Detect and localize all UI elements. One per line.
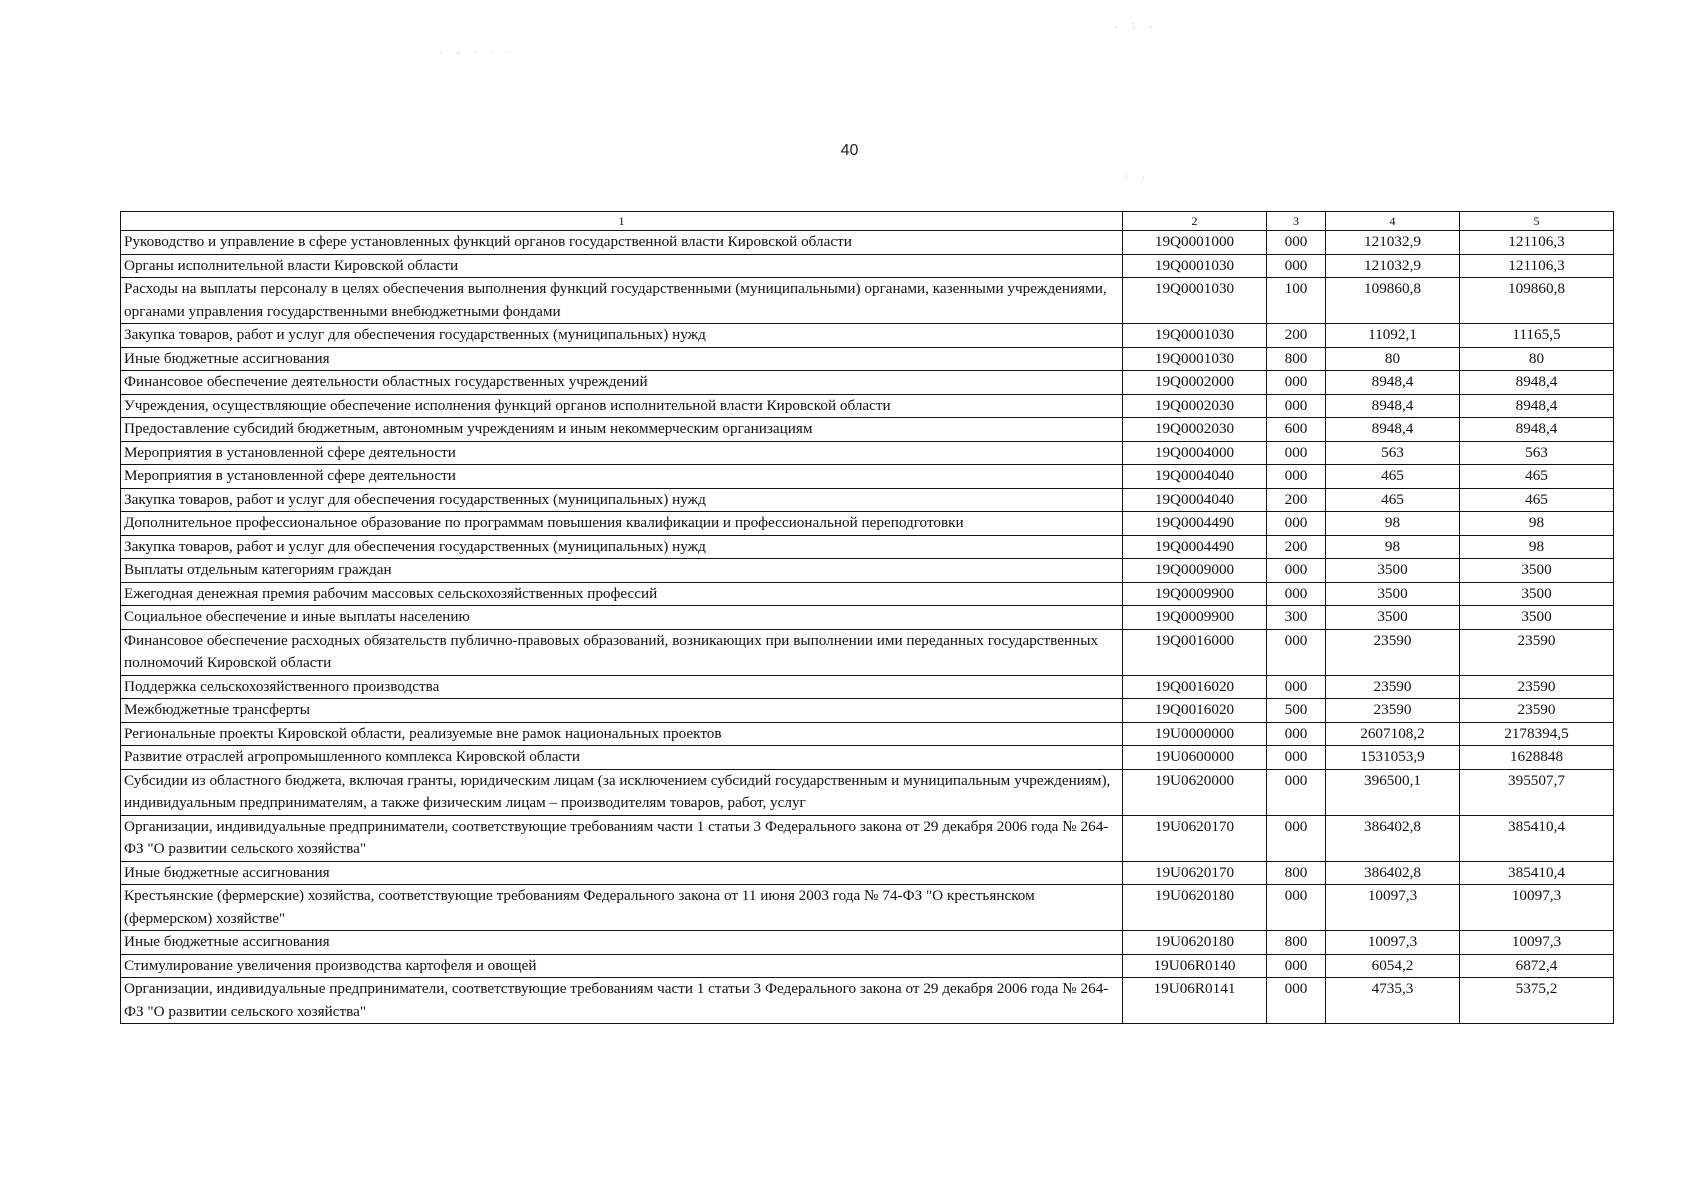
row-name-cell: Организации, индивидуальные предприниматели, соответствующие требованиям части 1 статьи 3 Федерального закона от 29 декабря 2006 года № 264-ФЗ "О развитии сельского хозяйства" xyxy=(121,815,1123,861)
expense-type-code-cell: 000 xyxy=(1267,746,1326,770)
budget-table xyxy=(120,211,1614,1024)
amount-column-5-cell: 385410,4 xyxy=(1460,815,1614,861)
row-name-cell: Закупка товаров, работ и услуг для обеспечения государственных (муниципальных) нужд xyxy=(121,324,1123,348)
expense-type-code-cell: 000 xyxy=(1267,629,1326,675)
table-row xyxy=(121,254,1614,278)
amount-column-4-cell: 8948,4 xyxy=(1326,394,1460,418)
table-row xyxy=(121,278,1614,324)
expense-type-code-cell: 000 xyxy=(1267,815,1326,861)
table-row xyxy=(121,441,1614,465)
expense-type-code-cell: 800 xyxy=(1267,347,1326,371)
expense-type-code-cell: 800 xyxy=(1267,861,1326,885)
amount-column-5-cell: 5375,2 xyxy=(1460,978,1614,1024)
row-name-cell: Руководство и управление в сфере установленных функций органов государственной власти Кировской области xyxy=(121,231,1123,255)
row-name-cell: Выплаты отдельным категориям граждан xyxy=(121,559,1123,583)
expense-type-code-cell: 000 xyxy=(1267,559,1326,583)
table-row xyxy=(121,978,1614,1024)
amount-column-5-cell: 98 xyxy=(1460,512,1614,536)
header-row xyxy=(121,212,1614,231)
amount-column-4-cell: 4735,3 xyxy=(1326,978,1460,1024)
amount-column-5-cell: 80 xyxy=(1460,347,1614,371)
amount-column-4-cell: 80 xyxy=(1326,347,1460,371)
table-row xyxy=(121,815,1614,861)
amount-column-4-cell: 386402,8 xyxy=(1326,861,1460,885)
expense-type-code-cell: 300 xyxy=(1267,606,1326,630)
expense-type-code-cell: 800 xyxy=(1267,931,1326,955)
target-article-code-cell: 19Q0016020 xyxy=(1123,675,1267,699)
expense-type-code-cell: 000 xyxy=(1267,231,1326,255)
row-name-cell: Предоставление субсидий бюджетным, автономным учреждениям и иным некоммерческим организациям xyxy=(121,418,1123,442)
table-row xyxy=(121,324,1614,348)
amount-column-4-cell: 121032,9 xyxy=(1326,231,1460,255)
table-row xyxy=(121,488,1614,512)
table-row xyxy=(121,629,1614,675)
row-name-cell: Межбюджетные трансферты xyxy=(121,699,1123,723)
target-article-code-cell: 19Q0002030 xyxy=(1123,418,1267,442)
table-row xyxy=(121,931,1614,955)
amount-column-5-cell: 3500 xyxy=(1460,606,1614,630)
row-name-cell: Мероприятия в установленной сфере деятельности xyxy=(121,441,1123,465)
amount-column-5-cell: 109860,8 xyxy=(1460,278,1614,324)
expense-type-code-cell: 000 xyxy=(1267,675,1326,699)
expense-type-code-cell: 000 xyxy=(1267,371,1326,395)
target-article-code-cell: 19U0620180 xyxy=(1123,885,1267,931)
amount-column-5-cell: 121106,3 xyxy=(1460,231,1614,255)
page-number: 40 xyxy=(840,142,859,159)
row-name-cell: Финансовое обеспечение расходных обязательств публично-правовых образований, возникающих при выполнении ими переданных государственных полномочий Кировской области xyxy=(121,629,1123,675)
column-header-1: 1 xyxy=(121,212,1123,231)
amount-column-4-cell: 98 xyxy=(1326,512,1460,536)
table-row xyxy=(121,769,1614,815)
target-article-code-cell: 19Q0009900 xyxy=(1123,606,1267,630)
amount-column-5-cell: 465 xyxy=(1460,488,1614,512)
amount-column-5-cell: 8948,4 xyxy=(1460,418,1614,442)
row-name-cell: Региональные проекты Кировской области, реализуемые вне рамок национальных проектов xyxy=(121,722,1123,746)
expense-type-code-cell: 000 xyxy=(1267,885,1326,931)
expense-type-code-cell: 100 xyxy=(1267,278,1326,324)
row-name-cell: Организации, индивидуальные предприниматели, соответствующие требованиям части 1 статьи 3 Федерального закона от 29 декабря 2006 года № 264-ФЗ "О развитии сельского хозяйства" xyxy=(121,978,1123,1024)
row-name-cell: Поддержка сельскохозяйственного производства xyxy=(121,675,1123,699)
target-article-code-cell: 19U06R0141 xyxy=(1123,978,1267,1024)
target-article-code-cell: 19U0000000 xyxy=(1123,722,1267,746)
row-name-cell: Развитие отраслей агропромышленного комплекса Кировской области xyxy=(121,746,1123,770)
row-name-cell: Мероприятия в установленной сфере деятельности xyxy=(121,465,1123,489)
amount-column-5-cell: 1628848 xyxy=(1460,746,1614,770)
amount-column-4-cell: 10097,3 xyxy=(1326,931,1460,955)
amount-column-5-cell: 8948,4 xyxy=(1460,371,1614,395)
amount-column-5-cell: 385410,4 xyxy=(1460,861,1614,885)
target-article-code-cell: 19Q0001030 xyxy=(1123,324,1267,348)
table-row xyxy=(121,394,1614,418)
target-article-code-cell: 19Q0001000 xyxy=(1123,231,1267,255)
amount-column-4-cell: 386402,8 xyxy=(1326,815,1460,861)
table-row xyxy=(121,885,1614,931)
row-name-cell: Ежегодная денежная премия рабочим массовых сельскохозяйственных профессий xyxy=(121,582,1123,606)
amount-column-4-cell: 396500,1 xyxy=(1326,769,1460,815)
target-article-code-cell: 19U06R0140 xyxy=(1123,954,1267,978)
amount-column-4-cell: 3500 xyxy=(1326,559,1460,583)
row-name-cell: Органы исполнительной власти Кировской области xyxy=(121,254,1123,278)
row-name-cell: Стимулирование увеличения производства картофеля и овощей xyxy=(121,954,1123,978)
amount-column-4-cell: 23590 xyxy=(1326,629,1460,675)
amount-column-4-cell: 465 xyxy=(1326,488,1460,512)
amount-column-5-cell: 3500 xyxy=(1460,559,1614,583)
amount-column-5-cell: 563 xyxy=(1460,441,1614,465)
column-header-4: 4 xyxy=(1326,212,1460,231)
amount-column-4-cell: 98 xyxy=(1326,535,1460,559)
expense-type-code-cell: 200 xyxy=(1267,488,1326,512)
target-article-code-cell: 19U0620170 xyxy=(1123,815,1267,861)
expense-type-code-cell: 000 xyxy=(1267,465,1326,489)
table-row xyxy=(121,722,1614,746)
table-row xyxy=(121,535,1614,559)
expense-type-code-cell: 000 xyxy=(1267,394,1326,418)
target-article-code-cell: 19Q0001030 xyxy=(1123,254,1267,278)
table-row xyxy=(121,675,1614,699)
table-body xyxy=(121,231,1614,1024)
table-row xyxy=(121,582,1614,606)
amount-column-4-cell: 11092,1 xyxy=(1326,324,1460,348)
table-row xyxy=(121,231,1614,255)
target-article-code-cell: 19Q0004040 xyxy=(1123,488,1267,512)
amount-column-4-cell: 121032,9 xyxy=(1326,254,1460,278)
target-article-code-cell: 19Q0016000 xyxy=(1123,629,1267,675)
row-name-cell: Дополнительное профессиональное образование по программам повышения квалификации и профессиональной переподготовки xyxy=(121,512,1123,536)
table-row xyxy=(121,699,1614,723)
amount-column-5-cell: 465 xyxy=(1460,465,1614,489)
row-name-cell: Крестьянские (фермерские) хозяйства, соответствующие требованиям Федерального закона от 11 июня 2003 года № 74-ФЗ "О крестьянском (фермерском) хозяйстве" xyxy=(121,885,1123,931)
amount-column-4-cell: 563 xyxy=(1326,441,1460,465)
amount-column-4-cell: 10097,3 xyxy=(1326,885,1460,931)
table-row xyxy=(121,746,1614,770)
expense-type-code-cell: 000 xyxy=(1267,722,1326,746)
target-article-code-cell: 19U0600000 xyxy=(1123,746,1267,770)
target-article-code-cell: 19U0620180 xyxy=(1123,931,1267,955)
table-row xyxy=(121,512,1614,536)
expense-type-code-cell: 000 xyxy=(1267,582,1326,606)
target-article-code-cell: 19U0620000 xyxy=(1123,769,1267,815)
table-row xyxy=(121,606,1614,630)
row-name-cell: Закупка товаров, работ и услуг для обеспечения государственных (муниципальных) нужд xyxy=(121,488,1123,512)
expense-type-code-cell: 000 xyxy=(1267,954,1326,978)
target-article-code-cell: 19Q0002000 xyxy=(1123,371,1267,395)
scan-speckle: . : . xyxy=(1115,20,1158,31)
row-name-cell: Иные бюджетные ассигнования xyxy=(121,347,1123,371)
target-article-code-cell: 19Q0009000 xyxy=(1123,559,1267,583)
target-article-code-cell: 19Q0009900 xyxy=(1123,582,1267,606)
table-row xyxy=(121,347,1614,371)
table-row xyxy=(121,559,1614,583)
target-article-code-cell: 19Q0004040 xyxy=(1123,465,1267,489)
column-header-3: 3 xyxy=(1267,212,1326,231)
expense-type-code-cell: 000 xyxy=(1267,441,1326,465)
amount-column-4-cell: 23590 xyxy=(1326,699,1460,723)
target-article-code-cell: 19Q0004490 xyxy=(1123,535,1267,559)
target-article-code-cell: 19Q0004000 xyxy=(1123,441,1267,465)
amount-column-5-cell: 98 xyxy=(1460,535,1614,559)
amount-column-5-cell: 11165,5 xyxy=(1460,324,1614,348)
column-header-5: 5 xyxy=(1460,212,1614,231)
amount-column-4-cell: 3500 xyxy=(1326,606,1460,630)
expense-type-code-cell: 200 xyxy=(1267,324,1326,348)
target-article-code-cell: 19U0620170 xyxy=(1123,861,1267,885)
amount-column-5-cell: 10097,3 xyxy=(1460,931,1614,955)
expense-type-code-cell: 200 xyxy=(1267,535,1326,559)
target-article-code-cell: 19Q0001030 xyxy=(1123,278,1267,324)
table-row xyxy=(121,371,1614,395)
row-name-cell: Социальное обеспечение и иные выплаты населению xyxy=(121,606,1123,630)
amount-column-5-cell: 8948,4 xyxy=(1460,394,1614,418)
amount-column-5-cell: 2178394,5 xyxy=(1460,722,1614,746)
amount-column-5-cell: 23590 xyxy=(1460,699,1614,723)
expense-type-code-cell: 600 xyxy=(1267,418,1326,442)
amount-column-4-cell: 3500 xyxy=(1326,582,1460,606)
expense-type-code-cell: 000 xyxy=(1267,978,1326,1024)
row-name-cell: Учреждения, осуществляющие обеспечение исполнения функций органов исполнительной власти Кировской области xyxy=(121,394,1123,418)
column-header-2: 2 xyxy=(1123,212,1267,231)
amount-column-4-cell: 465 xyxy=(1326,465,1460,489)
target-article-code-cell: 19Q0001030 xyxy=(1123,347,1267,371)
scan-speckle: : . xyxy=(1125,170,1151,181)
expense-type-code-cell: 000 xyxy=(1267,769,1326,815)
amount-column-4-cell: 8948,4 xyxy=(1326,418,1460,442)
amount-column-5-cell: 23590 xyxy=(1460,629,1614,675)
amount-column-4-cell: 6054,2 xyxy=(1326,954,1460,978)
expense-type-code-cell: 500 xyxy=(1267,699,1326,723)
target-article-code-cell: 19Q0016020 xyxy=(1123,699,1267,723)
amount-column-5-cell: 23590 xyxy=(1460,675,1614,699)
table-header xyxy=(121,212,1614,231)
amount-column-4-cell: 2607108,2 xyxy=(1326,722,1460,746)
amount-column-5-cell: 10097,3 xyxy=(1460,885,1614,931)
row-name-cell: Закупка товаров, работ и услуг для обеспечения государственных (муниципальных) нужд xyxy=(121,535,1123,559)
target-article-code-cell: 19Q0002030 xyxy=(1123,394,1267,418)
amount-column-5-cell: 121106,3 xyxy=(1460,254,1614,278)
expense-type-code-cell: 000 xyxy=(1267,254,1326,278)
expense-type-code-cell: 000 xyxy=(1267,512,1326,536)
row-name-cell: Иные бюджетные ассигнования xyxy=(121,931,1123,955)
row-name-cell: Иные бюджетные ассигнования xyxy=(121,861,1123,885)
amount-column-4-cell: 8948,4 xyxy=(1326,371,1460,395)
amount-column-4-cell: 23590 xyxy=(1326,675,1460,699)
row-name-cell: Финансовое обеспечение деятельности областных государственных учреждений xyxy=(121,371,1123,395)
row-name-cell: Субсидии из областного бюджета, включая гранты, юридическим лицам (за исключением субсидий государственным и муниципальным учреждениям), индивидуальным предпринимателям, а также физическим лицам – производителям товаров, работ, услуг xyxy=(121,769,1123,815)
target-article-code-cell: 19Q0004490 xyxy=(1123,512,1267,536)
amount-column-5-cell: 395507,7 xyxy=(1460,769,1614,815)
table-row xyxy=(121,954,1614,978)
row-name-cell: Расходы на выплаты персоналу в целях обеспечения выполнения функций государственными (муниципальными) органами, казенными учреждениями, органами управления государственными внебюджетными фондами xyxy=(121,278,1123,324)
table-row xyxy=(121,861,1614,885)
table-row xyxy=(121,465,1614,489)
amount-column-5-cell: 3500 xyxy=(1460,582,1614,606)
table-row xyxy=(121,418,1614,442)
scan-speckle: . , . . . xyxy=(440,45,517,56)
amount-column-5-cell: 6872,4 xyxy=(1460,954,1614,978)
amount-column-4-cell: 1531053,9 xyxy=(1326,746,1460,770)
amount-column-4-cell: 109860,8 xyxy=(1326,278,1460,324)
